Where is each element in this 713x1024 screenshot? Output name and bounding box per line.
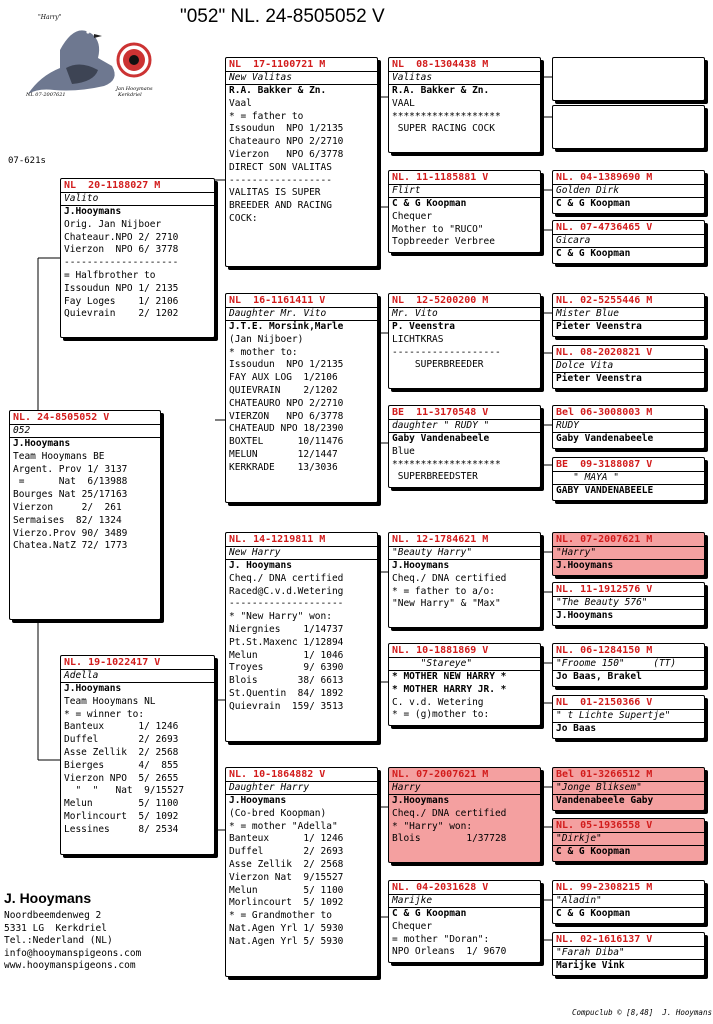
detail-line: Duffel 2/ 2693 xyxy=(64,734,179,746)
pigeon-name: "Aladin" xyxy=(553,894,704,908)
pigeon-name: daughter " RUDY " xyxy=(389,419,540,433)
detail-line: C & G Koopman xyxy=(556,198,631,209)
ring-number: NL. 08-2020821 V xyxy=(556,347,653,358)
detail-line: * = Grandmother to xyxy=(229,910,332,922)
detail-line: St.Quentin 84/ 1892 xyxy=(229,687,344,699)
owner-website-link[interactable]: www.hooymanspigeons.com xyxy=(4,960,136,971)
pigeon-name: New Valitas xyxy=(226,71,377,85)
detail-line: CHATEAURO NPO 2/2710 xyxy=(229,397,344,409)
detail-line: Team Hooymans NL xyxy=(64,695,156,707)
detail-line: Morlincourt 5/ 1092 xyxy=(229,897,344,909)
ring-number: NL. 19-1022417 V xyxy=(64,657,161,668)
detail-line: Pt.St.Maxenc 1/12894 xyxy=(229,636,344,648)
owner-block xyxy=(4,890,141,973)
ring-number: NL. 04-1389690 M xyxy=(556,172,653,183)
detail-line: Marijke Vink xyxy=(556,960,625,971)
pedigree-card-gen3-5[interactable] xyxy=(388,643,541,726)
detail-line: * = winner to: xyxy=(64,708,145,720)
detail-line: P. Veenstra xyxy=(392,321,455,332)
pedigree-card-gen4-11[interactable] xyxy=(552,695,705,739)
owner-address-1: Noordbeemdenweg 2 xyxy=(4,910,102,921)
detail-line: = mother "Doran": xyxy=(392,933,490,945)
detail-line: Vaal xyxy=(229,97,252,109)
detail-line: DIRECT SON VALITAS xyxy=(229,161,332,173)
pigeon-name: Daughter Mr. Vito xyxy=(226,307,377,321)
detail-line: VIERZON NPO 6/3778 xyxy=(229,410,344,422)
footer-credit: Compuclub © [8,48] J. Hooymans xyxy=(572,1008,712,1017)
detail-line: Cheq./ DNA certified xyxy=(392,572,507,584)
detail-line: J. Hooymans xyxy=(229,560,292,571)
detail-line: Fay Loges 1/ 2106 xyxy=(64,295,179,307)
detail-line: FAY AUX LOG 1/2106 xyxy=(229,372,338,384)
detail-line: * = (g)mother to: xyxy=(392,709,490,721)
ring-number: NL. 99-2308215 M xyxy=(556,882,653,893)
detail-line: Sermaises 82/ 1324 xyxy=(13,514,122,526)
detail-line: Vierzo.Prov 90/ 3489 xyxy=(13,527,128,539)
pedigree-card-gen3-4[interactable] xyxy=(388,532,541,628)
reference-code: 07-621s xyxy=(8,156,46,166)
detail-line: Blois 38/ 6613 xyxy=(229,675,344,687)
owner-email-link[interactable]: info@hooymanspigeons.com xyxy=(4,947,142,959)
detail-line: Argent. Prov 1/ 3137 xyxy=(13,463,128,475)
detail-line: ******************* xyxy=(392,110,501,122)
ring-number: NL 17-1100721 M xyxy=(229,59,326,70)
detail-line: C & G Koopman xyxy=(556,248,631,259)
detail-line: Chequer xyxy=(392,210,433,222)
owner-address-2: 5331 LG Kerkdriel xyxy=(4,922,107,934)
pigeon-name: Daughter Harry xyxy=(226,781,377,795)
detail-line: Asse Zellik 2/ 2568 xyxy=(229,858,344,870)
ring-number: NL. 02-5255446 M xyxy=(556,295,653,306)
pigeon-name: Marijke xyxy=(389,894,540,908)
detail-line: BOXTEL 10/11476 xyxy=(229,436,344,448)
detail-line: CHATEAUD NPO 18/2390 xyxy=(229,423,344,435)
pedigree-card-gen3-7[interactable] xyxy=(388,880,541,963)
detail-line: NPO Orleans 1/ 9670 xyxy=(392,946,507,958)
detail-line: C. v.d. Wetering xyxy=(392,696,484,708)
detail-line: Team Hooymans BE xyxy=(13,450,105,462)
pigeon-name: New Harry xyxy=(226,546,377,560)
detail-line: * MOTHER NEW HARRY * xyxy=(392,671,507,682)
pedigree-card-gen3-6[interactable] xyxy=(388,767,541,863)
detail-line: Banteux 1/ 1246 xyxy=(64,721,179,733)
detail-line: = Halfbrother to xyxy=(64,269,156,281)
ring-number: NL. 07-2007621 M xyxy=(392,769,489,780)
detail-line: Jo Baas, Brakel xyxy=(556,671,642,682)
pigeon-name: "Jonge Bliksem" xyxy=(553,781,704,795)
detail-line: Bierges 4/ 855 xyxy=(64,759,179,771)
pedigree-card-gen3-2[interactable] xyxy=(388,293,541,389)
detail-line: Chateauro NPO 2/2710 xyxy=(229,136,344,148)
detail-line: Morlincourt 5/ 1092 xyxy=(64,810,179,822)
pedigree-card-gen4-13[interactable] xyxy=(552,818,705,862)
detail-line: C & G Koopman xyxy=(556,908,631,919)
detail-line: = Nat 6/13988 xyxy=(13,476,128,488)
detail-line: J.Hooymans xyxy=(64,683,122,694)
pigeon-name: " t Lichte Supertje" xyxy=(553,709,704,723)
pedigree-card-gen4-5[interactable] xyxy=(552,345,705,389)
pedigree-card-gen4-14[interactable] xyxy=(552,880,705,924)
detail-line: * "Harry" won: xyxy=(392,820,473,832)
pedigree-card-gen4-12[interactable] xyxy=(552,767,705,811)
detail-line: J.Hooymans xyxy=(392,560,450,571)
pedigree-card-gen2-0[interactable] xyxy=(225,57,378,267)
detail-line: MELUN 12/1447 xyxy=(229,448,338,460)
pigeon-name: "The Beauty 576" xyxy=(553,596,704,610)
detail-line: Orig. Jan Nijboer xyxy=(64,218,162,230)
detail-line: VAAL xyxy=(392,97,415,109)
detail-line: Chatea.NatZ 72/ 1773 xyxy=(13,540,128,552)
ring-number: NL 01-2150366 V xyxy=(556,697,653,708)
detail-line: GABY VANDENABEELE xyxy=(556,485,654,496)
logo-caption: Jan Hooymans xyxy=(116,86,153,92)
pedigree-card-gen4-0[interactable] xyxy=(552,57,705,101)
detail-line: Bourges Nat 25/17163 xyxy=(13,489,128,501)
detail-line: J.Hooymans xyxy=(556,560,614,571)
ring-number: Bel 06-3008003 M xyxy=(556,407,653,418)
pigeon-name: Golden Dirk xyxy=(553,184,704,198)
detail-line: Nat.Agen Yrl 5/ 5930 xyxy=(229,935,344,947)
detail-line: Issoudun NPO 1/2135 xyxy=(229,359,344,371)
detail-line: * = mother "Adella" xyxy=(229,820,338,832)
detail-line: Vierzon 2/ 261 xyxy=(13,501,122,513)
detail-line: (Jan Nijboer) xyxy=(229,333,304,345)
detail-line: Vierzon NPO 6/ 3778 xyxy=(64,244,179,256)
pedigree-card-gen2-2[interactable] xyxy=(225,532,378,742)
pigeon-name: "Dirkje" xyxy=(553,832,704,846)
detail-line: Pieter Veenstra xyxy=(556,321,642,332)
pigeon-name: "Beauty Harry" xyxy=(389,546,540,560)
detail-line: C & G Koopman xyxy=(392,198,467,209)
pigeon-name: 052 xyxy=(10,424,160,438)
ring-number: BE 09-3188087 V xyxy=(556,459,653,470)
detail-line: C & G Koopman xyxy=(392,908,467,919)
pedigree-card-gen4-1[interactable] xyxy=(552,105,705,149)
detail-line: * mother to: xyxy=(229,346,298,358)
detail-line: Mother to "RUCO" xyxy=(392,223,484,235)
pedigree-card-gen3-1[interactable] xyxy=(388,170,541,253)
detail-line: Issoudun NPO 1/2135 xyxy=(229,123,344,135)
detail-line: Topbreeder Verbree xyxy=(392,236,495,248)
pigeon-name: "Stareye" xyxy=(389,657,540,671)
detail-line: Asse Zellik 2/ 2568 xyxy=(64,746,179,758)
detail-line: J.T.E. Morsink,Marle xyxy=(229,321,344,332)
detail-line: SUPERBREEDSTER xyxy=(392,471,478,483)
detail-line: * = father to xyxy=(229,110,304,122)
pedigree-card-gen3-0[interactable] xyxy=(388,57,541,153)
ring-number: NL. 05-1936558 V xyxy=(556,820,653,831)
logo-caption-2: Kerkdriel xyxy=(118,92,142,98)
detail-line: Vandenabeele Gaby xyxy=(556,795,654,806)
pigeon-name: Flirt xyxy=(389,184,540,198)
pigeon-name: Gicara xyxy=(553,234,704,248)
detail-line: Gaby Vandenabeele xyxy=(556,433,654,444)
detail-line: Jo Baas xyxy=(556,723,597,734)
pedigree-card-gen4-7[interactable] xyxy=(552,457,705,501)
ring-number: NL. 06-1284150 M xyxy=(556,645,653,656)
pedigree-card-sire[interactable] xyxy=(60,178,215,338)
ring-number: NL 20-1188027 M xyxy=(64,180,161,191)
detail-line: ******************* xyxy=(392,458,501,470)
ring-number: BE 11-3170548 V xyxy=(392,407,489,418)
pedigree-card-gen2-1[interactable] xyxy=(225,293,378,503)
detail-line: (Co-bred Koopman) xyxy=(229,807,327,819)
detail-line: Melun 5/ 1100 xyxy=(64,798,179,810)
pedigree-card-gen4-4[interactable] xyxy=(552,293,705,337)
detail-line: Pieter Veenstra xyxy=(556,373,642,384)
detail-line: J.Hooymans xyxy=(392,795,450,806)
detail-line: Melun 1/ 1046 xyxy=(229,649,344,661)
detail-line: VALITAS IS SUPER xyxy=(229,187,321,199)
detail-line: C & G Koopman xyxy=(556,846,631,857)
detail-line: J.Hooymans xyxy=(13,438,71,449)
detail-line: Duffel 2/ 2693 xyxy=(229,846,344,858)
detail-line: Lessines 8/ 2534 xyxy=(64,823,179,835)
detail-line: SUPERBREEDER xyxy=(392,359,484,371)
pigeon-name: Valito xyxy=(61,192,214,206)
detail-line: J.Hooymans xyxy=(556,610,614,621)
pigeon-name: Dolce Vita xyxy=(553,359,704,373)
pedigree-card-dam[interactable] xyxy=(60,655,215,855)
detail-line: Gaby Vandenabeele xyxy=(392,433,490,444)
detail-line: SUPER RACING COCK xyxy=(392,123,495,135)
ring-number: NL 16-1161411 V xyxy=(229,295,326,306)
detail-line: Vierzon Nat 9/15527 xyxy=(229,871,344,883)
pigeon-name: RUDY xyxy=(553,419,704,433)
owner-name: J. Hooymans xyxy=(4,890,92,906)
pedigree-card-gen4-8[interactable] xyxy=(552,532,705,576)
detail-line: Chateaur.NPO 2/ 2710 xyxy=(64,231,179,243)
pedigree-card-gen4-3[interactable] xyxy=(552,220,705,264)
detail-line: Raced@C.v.d.Wetering xyxy=(229,585,344,597)
pedigree-card-gen4-15[interactable] xyxy=(552,932,705,976)
detail-line: Banteux 1/ 1246 xyxy=(229,833,344,845)
owner-phone: Tel.:Nederland (NL) xyxy=(4,935,113,946)
detail-line: ------------------- xyxy=(392,346,501,358)
ring-number: NL. 10-1864882 V xyxy=(229,769,326,780)
detail-line: Troyes 9/ 6390 xyxy=(229,662,344,674)
pedigree-card-gen2-3[interactable] xyxy=(225,767,378,977)
detail-line: Vierzon NPO 6/3778 xyxy=(229,148,344,160)
detail-line: Vierzon NPO 5/ 2655 xyxy=(64,772,179,784)
ring-number: NL 08-1304438 M xyxy=(392,59,489,70)
ring-number: NL. 07-2007621 M xyxy=(556,534,653,545)
detail-line: -------------------- xyxy=(229,598,344,610)
detail-line: R.A. Bakker & Zn. xyxy=(392,85,490,96)
pigeon-name: Mr. Vito xyxy=(389,307,540,321)
ring-number: NL. 07-4736465 V xyxy=(556,222,653,233)
detail-line: * = father to a/o: xyxy=(392,585,495,597)
pigeon-name: Mister Blue xyxy=(553,307,704,321)
ring-number: NL. 11-1185881 V xyxy=(392,172,489,183)
detail-line: Blois 1/37728 xyxy=(392,833,507,845)
detail-line: J.Hooymans xyxy=(64,206,122,217)
pedigree-card-gen4-2[interactable] xyxy=(552,170,705,214)
pigeon-name: "Harry" xyxy=(553,546,704,560)
logo-bottom-text: NL 07-2007621 xyxy=(26,92,66,98)
logo-top-text: "Harry" xyxy=(38,14,62,21)
ring-number: NL. 14-1219811 M xyxy=(229,534,326,545)
ring-number: NL. 24-8505052 V xyxy=(13,412,110,423)
detail-line: BREEDER AND RACING xyxy=(229,200,332,212)
page-title: "052" NL. 24-8505052 V xyxy=(180,6,385,27)
pigeon-name: "Froome 150" (TT) xyxy=(553,657,704,671)
detail-line: Niergnies 1/14737 xyxy=(229,623,344,635)
pigeon-name: " MAYA " xyxy=(553,471,704,485)
pigeon-name: "Farah Diba" xyxy=(553,946,704,960)
ring-number: NL 12-5200200 M xyxy=(392,295,489,306)
detail-line: Melun 5/ 1100 xyxy=(229,884,344,896)
pigeon-name: Harry xyxy=(389,781,540,795)
detail-line: COCK: xyxy=(229,212,258,224)
detail-line: * MOTHER HARRY JR. * xyxy=(392,683,507,695)
ring-number: NL. 02-1616137 V xyxy=(556,934,653,945)
ring-number: NL. 10-1881869 V xyxy=(392,645,489,656)
ring-number: Bel 01-3266512 M xyxy=(556,769,653,780)
detail-line: "New Harry" & "Max" xyxy=(392,598,501,610)
ring-number: NL. 04-2031628 V xyxy=(392,882,489,893)
detail-line: Cheq./ DNA certified xyxy=(229,572,344,584)
pigeon-name: Adella xyxy=(61,669,214,683)
detail-line: Issoudun NPO 1/ 2135 xyxy=(64,282,179,294)
pedigree-card-gen4-9[interactable] xyxy=(552,582,705,626)
detail-line: Quievrain 159/ 3513 xyxy=(229,700,344,712)
detail-line: * "New Harry" won: xyxy=(229,611,332,623)
pedigree-card-gen4-6[interactable] xyxy=(552,405,705,449)
detail-line: ------------------ xyxy=(229,174,332,186)
pedigree-card-subject[interactable] xyxy=(9,410,161,620)
detail-line: -------------------- xyxy=(64,257,179,269)
ring-number: NL. 12-1784621 M xyxy=(392,534,489,545)
detail-line: J.Hooymans xyxy=(229,795,287,806)
ring-number: NL. 11-1912576 V xyxy=(556,584,653,595)
detail-line: Quievrain 2/ 1202 xyxy=(64,308,179,320)
pigeon-name: Valitas xyxy=(389,71,540,85)
pedigree-card-gen4-10[interactable] xyxy=(552,643,705,687)
detail-line: R.A. Bakker & Zn. xyxy=(229,85,327,96)
detail-line: " " Nat 9/15527 xyxy=(64,785,185,797)
detail-line: Chequer xyxy=(392,920,433,932)
detail-line: Cheq./ DNA certified xyxy=(392,807,507,819)
detail-line: Blue xyxy=(392,445,415,457)
pedigree-card-gen3-3[interactable] xyxy=(388,405,541,488)
detail-line: QUIEVRAIN 2/1202 xyxy=(229,384,338,396)
detail-line: Nat.Agen Yrl 1/ 5930 xyxy=(229,922,344,934)
detail-line: LICHTKRAS xyxy=(392,333,444,345)
detail-line: KERKRADE 13/3036 xyxy=(229,461,338,473)
